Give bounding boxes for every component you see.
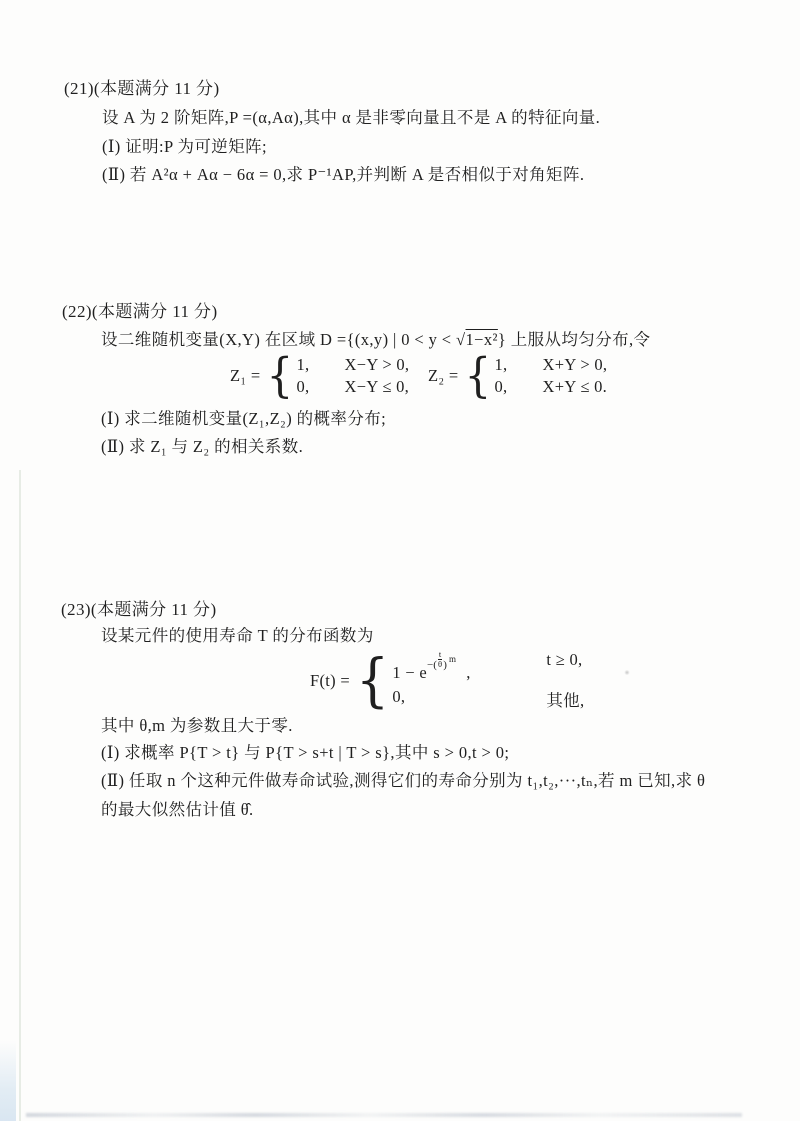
- left-brace: {: [266, 348, 294, 403]
- t-over-theta-fraction: [438, 650, 442, 669]
- problem-23-setup: 设某元件的使用寿命 T 的分布函数为: [101, 626, 374, 645]
- z1-case2-condition: X−Y ≤ 0,: [344, 377, 410, 396]
- exp-power-m: m: [448, 654, 457, 664]
- z2-piecewise-definition: [428, 348, 608, 403]
- f-case2-condition: 其他,: [546, 691, 585, 710]
- f-case2-value: 0,: [392, 687, 406, 706]
- f-case1-expression: [392, 650, 512, 683]
- setup-text-post: } 上服从均匀分布,令: [497, 330, 651, 349]
- scan-speck-artifact: [624, 670, 630, 675]
- problem-21-part1: (Ⅰ) 证明:P 为可逆矩阵;: [102, 137, 267, 156]
- problem-22-part2: (Ⅱ) 求 Z₁ 与 Z₂ 的相关系数.: [101, 437, 304, 456]
- distribution-function-definition: [310, 646, 585, 715]
- radicand: 1−x²: [465, 330, 498, 349]
- z2-case2-condition: X+Y ≤ 0.: [542, 377, 608, 396]
- problem-23-parameter-note: 其中 θ,m 为参数且大于零.: [101, 716, 293, 735]
- problem-22-part1: (Ⅰ) 求二维随机变量(Z₁,Z₂) 的概率分布;: [101, 409, 387, 428]
- setup-text-pre: 设二维随机变量(X,Y) 在区域 D ={(x,y) | 0 < y <: [101, 330, 457, 349]
- problem-21-part2: (Ⅱ) 若 A²α + Aα − 6α = 0,求 P⁻¹AP,并判断 A 是否相似于对角矩阵.: [102, 165, 585, 184]
- z2-case1-condition: X+Y > 0,: [542, 355, 608, 374]
- sqrt-expression: [456, 330, 498, 349]
- z1-case1-value: 1,: [296, 355, 310, 374]
- fraction-numerator: t: [438, 649, 442, 659]
- problem-23-part1: (Ⅰ) 求概率 P{T > t} 与 P{T > s+t | T > s},其中 s > 0,t > 0;: [101, 743, 510, 762]
- problem-23-header: (23)(本题满分 11 分): [61, 600, 217, 619]
- scan-bottom-edge-artifact: [26, 1113, 742, 1117]
- z1-case2-value: 0,: [296, 377, 310, 396]
- fraction-denominator: θ: [438, 659, 443, 669]
- exp-open-paren: −(: [427, 659, 437, 671]
- left-brace: {: [464, 348, 492, 403]
- f-case1-comma: ,: [466, 663, 471, 682]
- z1-piecewise-definition: [230, 348, 410, 403]
- exp-close-paren: ): [443, 659, 447, 671]
- problem-23-part2-line2: 的最大似然估计值 θ̂.: [101, 800, 254, 819]
- radical-sign: √: [456, 330, 466, 349]
- problem-22-setup: [101, 328, 650, 352]
- f-case1-condition: t ≥ 0,: [546, 650, 583, 669]
- f-label: F(t) =: [310, 670, 350, 690]
- z2-cases-rows: [495, 355, 608, 397]
- problem-21-header: (21)(本题满分 11 分): [64, 79, 220, 98]
- z1-label: Z₁ =: [230, 366, 261, 385]
- scan-corner-tint-artifact: [0, 1040, 16, 1121]
- z1-case1-condition: X−Y > 0,: [344, 355, 410, 374]
- z1-cases-rows: [297, 355, 410, 397]
- left-brace: {: [355, 646, 390, 715]
- problem-23-part2-line1: (Ⅱ) 任取 n 个这种元件做寿命试验,测得它们的寿命分别为 t₁,t₂,···,tₙ,若 m 已知,求 θ: [101, 771, 706, 790]
- f-exponent: [427, 649, 447, 671]
- problem-22-header: (22)(本题满分 11 分): [62, 302, 218, 321]
- z2-case2-value: 0,: [494, 377, 508, 396]
- f-case1-base: 1 − e: [392, 663, 428, 682]
- f-cases-rows: [392, 650, 584, 711]
- problem-21-setup: 设 A 为 2 阶矩阵,P =(α,Aα),其中 α 是非零向量且不是 A 的特征向量.: [102, 108, 601, 127]
- z2-case1-value: 1,: [494, 355, 508, 374]
- z2-label: Z₂ =: [428, 366, 459, 385]
- scan-fold-line-artifact: [19, 470, 21, 1121]
